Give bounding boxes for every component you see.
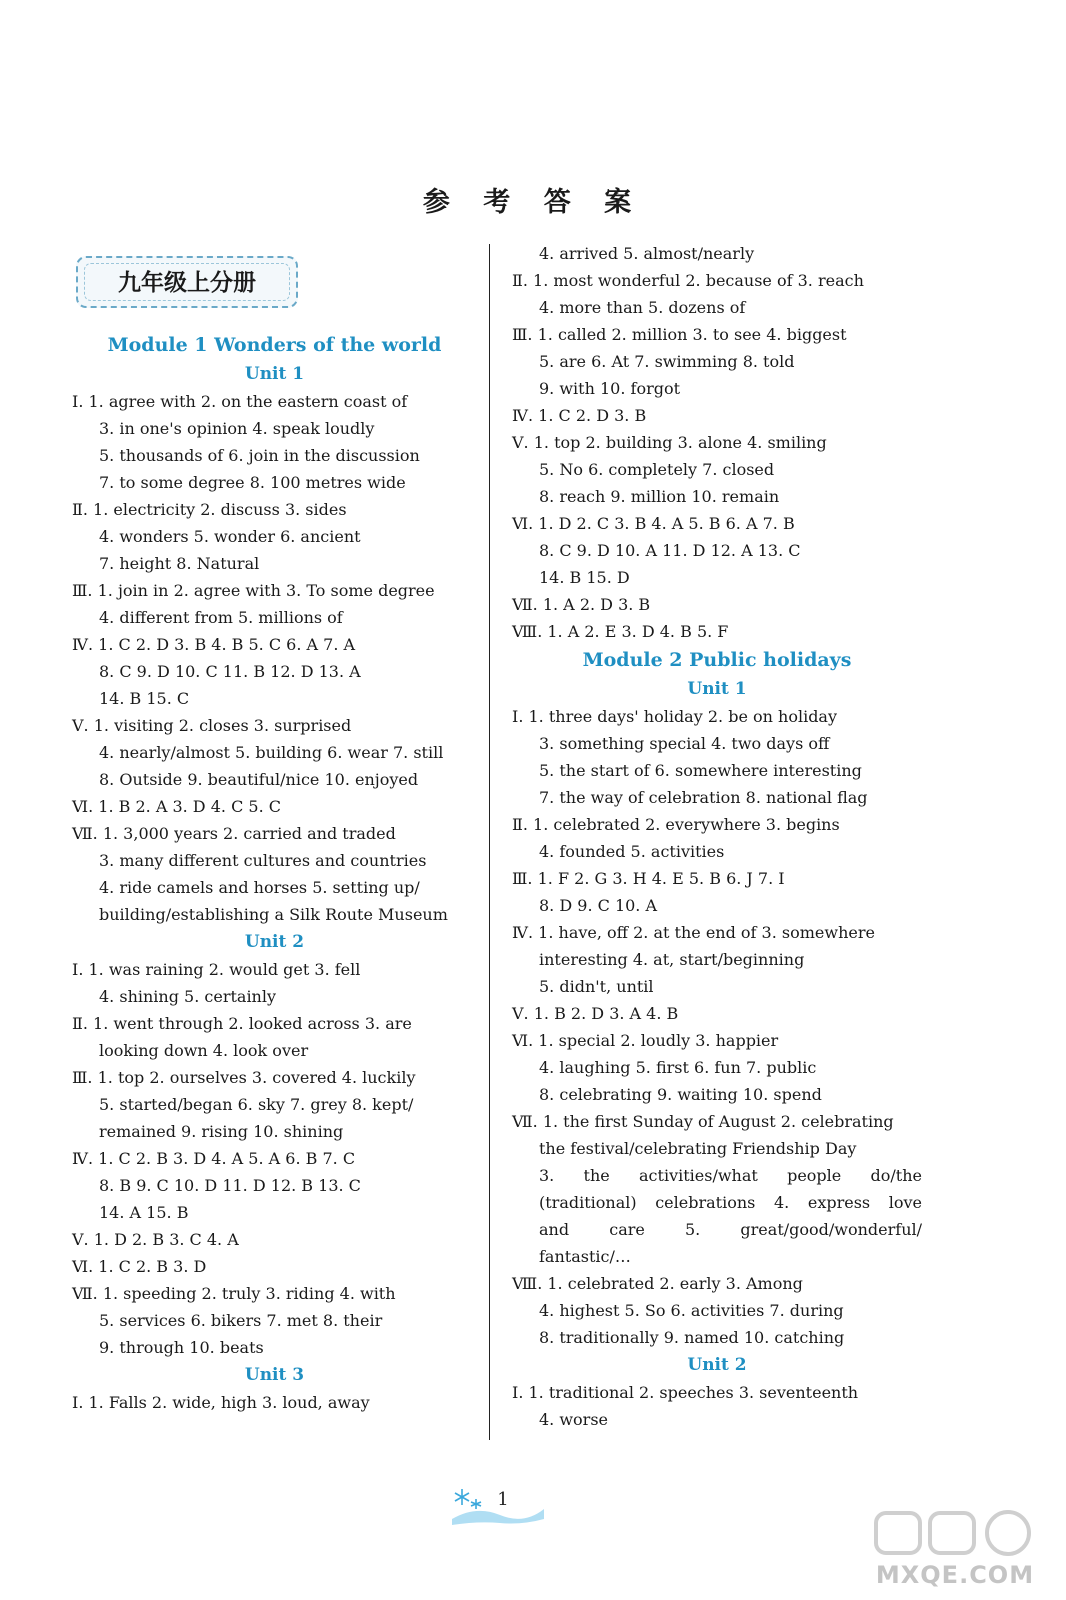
answer-line: Ⅱ. 1. electricity 2. discuss 3. sides	[72, 500, 347, 519]
answer-line-continued: 4. ride camels and horses 5. setting up/	[99, 878, 420, 897]
answer-line-continued: 4. worse	[539, 1410, 609, 1429]
unit-heading: Unit 3	[244, 1365, 305, 1385]
answer-line-continued: 5. started/began 6. sky 7. grey 8. kept/	[99, 1095, 414, 1114]
answer-line-continued: 3. the activities/what people do/the	[539, 1166, 922, 1185]
answer-line: Ⅳ. 1. have, off 2. at the end of 3. somewhere	[512, 923, 875, 942]
answer-line-continued: 9. with 10. forgot	[539, 379, 681, 398]
answer-line-continued: 4. founded 5. activities	[539, 842, 725, 861]
answer-line-continued: 7. the way of celebration 8. national flag	[539, 788, 868, 807]
answer-line-continued: 4. wonders 5. wonder 6. ancient	[99, 527, 361, 546]
answer-line-continued: looking down 4. look over	[99, 1041, 309, 1060]
answer-line-continued: interesting 4. at, start/beginning	[539, 950, 805, 969]
page-number: 1	[497, 1489, 509, 1510]
module-heading: Module 2 Public holidays	[582, 649, 852, 671]
answer-line-continued: 4. laughing 5. first 6. fun 7. public	[539, 1058, 817, 1077]
answer-line: Ⅶ. 1. 3,000 years 2. carried and traded	[72, 824, 396, 843]
answer-line-continued: 8. C 9. D 10. A 11. D 12. A 13. C	[539, 541, 801, 560]
module-heading: Module 1 Wonders of the world	[107, 334, 442, 356]
answer-line-continued: remained 9. rising 10. shining	[99, 1122, 344, 1141]
answer-line-continued: 5. No 6. completely 7. closed	[539, 460, 775, 479]
unit-heading: Unit 1	[244, 364, 305, 384]
answer-line-continued: fantastic/…	[539, 1247, 631, 1266]
unit-heading: Unit 2	[687, 1355, 747, 1375]
answer-line-continued: 5. are 6. At 7. swimming 8. told	[539, 352, 795, 371]
answer-line: Ⅳ. 1. C 2. D 3. B 4. B 5. C 6. A 7. A	[72, 635, 356, 654]
answer-line-continued: 14. B 15. D	[539, 568, 630, 587]
answer-line-continued: 7. to some degree 8. 100 metres wide	[99, 473, 406, 492]
answer-line-continued: 9. through 10. beats	[99, 1338, 264, 1357]
left-column	[72, 330, 477, 1416]
answer-line: Ⅶ. 1. the first Sunday of August 2. celebrating	[512, 1112, 894, 1131]
answer-line-continued: 4. shining 5. certainly	[99, 987, 277, 1006]
answer-line: Ⅲ. 1. called 2. million 3. to see 4. biggest	[512, 325, 847, 344]
answer-line: Ⅲ. 1. F 2. G 3. H 4. E 5. B 6. J 7. I	[512, 869, 785, 888]
answer-line-continued: 4. different from 5. millions of	[99, 608, 343, 627]
answer-line-continued: 3. in one's opinion 4. speak loudly	[99, 419, 375, 438]
answer-line: Ⅱ. 1. went through 2. looked across 3. are	[72, 1014, 412, 1033]
answer-line: Ⅲ. 1. join in 2. agree with 3. To some degree	[72, 581, 435, 600]
column-divider	[489, 244, 490, 1440]
answer-line: Ⅶ. 1. speeding 2. truly 3. riding 4. with	[72, 1284, 396, 1303]
answer-line: Ⅳ. 1. C 2. D 3. B	[512, 406, 647, 425]
unit-heading: Unit 2	[244, 932, 305, 952]
answer-line: Ⅴ. 1. D 2. B 3. C 4. A	[72, 1230, 239, 1249]
answer-line-continued: the festival/celebrating Friendship Day	[539, 1139, 857, 1158]
answer-line: Ⅰ. 1. was raining 2. would get 3. fell	[72, 960, 361, 979]
answer-line: Ⅵ. 1. C 2. B 3. D	[72, 1257, 207, 1276]
answer-line-continued: building/establishing a Silk Route Museum	[99, 905, 448, 924]
answer-line-continued: 8. C 9. D 10. C 11. B 12. D 13. A	[99, 662, 361, 681]
answer-line: Ⅴ. 1. visiting 2. closes 3. surprised	[72, 716, 352, 735]
answer-line-continued: 8. Outside 9. beautiful/nice 10. enjoyed	[99, 770, 419, 789]
right-column	[512, 240, 922, 1433]
answer-line-continued: 14. A 15. B	[99, 1203, 189, 1222]
answer-line: Ⅵ. 1. D 2. C 3. B 4. A 5. B 6. A 7. B	[512, 514, 795, 533]
answer-line-continued: 14. B 15. C	[99, 689, 190, 708]
site-watermark	[870, 1505, 1040, 1595]
answer-line-continued: 4. nearly/almost 5. building 6. wear 7. still	[99, 743, 444, 762]
answer-line-continued: 3. many different cultures and countries	[99, 851, 427, 870]
answer-line-continued: 4. arrived 5. almost/nearly	[539, 244, 755, 263]
page-title: 参 考 答 案	[422, 187, 644, 218]
answer-line: Ⅴ. 1. B 2. D 3. A 4. B	[512, 1004, 679, 1023]
unit-heading: Unit 1	[687, 679, 747, 699]
answer-line-continued: 5. thousands of 6. join in the discussion	[99, 446, 420, 465]
answer-line-continued: 7. height 8. Natural	[99, 554, 260, 573]
answer-line: Ⅰ. 1. Falls 2. wide, high 3. loud, away	[72, 1393, 370, 1412]
answer-line: Ⅴ. 1. top 2. building 3. alone 4. smiling	[512, 433, 827, 452]
answer-line: Ⅵ. 1. special 2. loudly 3. happier	[512, 1031, 779, 1050]
answer-line: Ⅵ. 1. B 2. A 3. D 4. C 5. C	[72, 797, 281, 816]
grade-label-box	[76, 256, 298, 308]
watermark-text: MXQE.COM	[875, 1561, 1035, 1589]
answer-line: Ⅱ. 1. celebrated 2. everywhere 3. begins	[512, 815, 840, 834]
answer-line: Ⅰ. 1. traditional 2. speeches 3. seventeenth	[512, 1383, 859, 1402]
answer-line: Ⅰ. 1. three days' holiday 2. be on holiday	[512, 707, 838, 726]
grade-label: 九年级上分册	[84, 263, 290, 301]
answer-line-continued: 8. D 9. C 10. A	[539, 896, 658, 915]
answer-line-continued: 8. celebrating 9. waiting 10. spend	[539, 1085, 822, 1104]
answer-line-continued: 4. more than 5. dozens of	[539, 298, 746, 317]
answer-line-continued: 8. B 9. C 10. D 11. D 12. B 13. C	[99, 1176, 361, 1195]
answer-line-continued: 5. didn't, until	[539, 977, 654, 996]
answer-line: Ⅱ. 1. most wonderful 2. because of 3. reach	[512, 271, 864, 290]
answer-line: Ⅷ. 1. A 2. E 3. D 4. B 5. F	[512, 622, 729, 641]
answer-line: Ⅳ. 1. C 2. B 3. D 4. A 5. A 6. B 7. C	[72, 1149, 356, 1168]
answer-line-continued: 4. highest 5. So 6. activities 7. during	[539, 1301, 844, 1320]
watermark-logo-icon	[870, 1505, 1040, 1565]
answer-line: Ⅷ. 1. celebrated 2. early 3. Among	[512, 1274, 803, 1293]
answer-line: Ⅲ. 1. top 2. ourselves 3. covered 4. luckily	[72, 1068, 416, 1087]
answer-line-continued: 5. services 6. bikers 7. met 8. their	[99, 1311, 383, 1330]
answer-line-continued: and care 5. great/good/wonderful/	[539, 1220, 922, 1239]
answer-line-continued: 5. the start of 6. somewhere interesting	[539, 761, 862, 780]
answer-line-continued: (traditional) celebrations 4. express love	[539, 1193, 922, 1212]
answer-line-continued: 3. something special 4. two days off	[539, 734, 830, 753]
answer-line: Ⅰ. 1. agree with 2. on the eastern coast of	[72, 392, 408, 411]
answer-line: Ⅶ. 1. A 2. D 3. B	[512, 595, 651, 614]
answer-line-continued: 8. reach 9. million 10. remain	[539, 487, 780, 506]
answer-line-continued: 8. traditionally 9. named 10. catching	[539, 1328, 845, 1347]
